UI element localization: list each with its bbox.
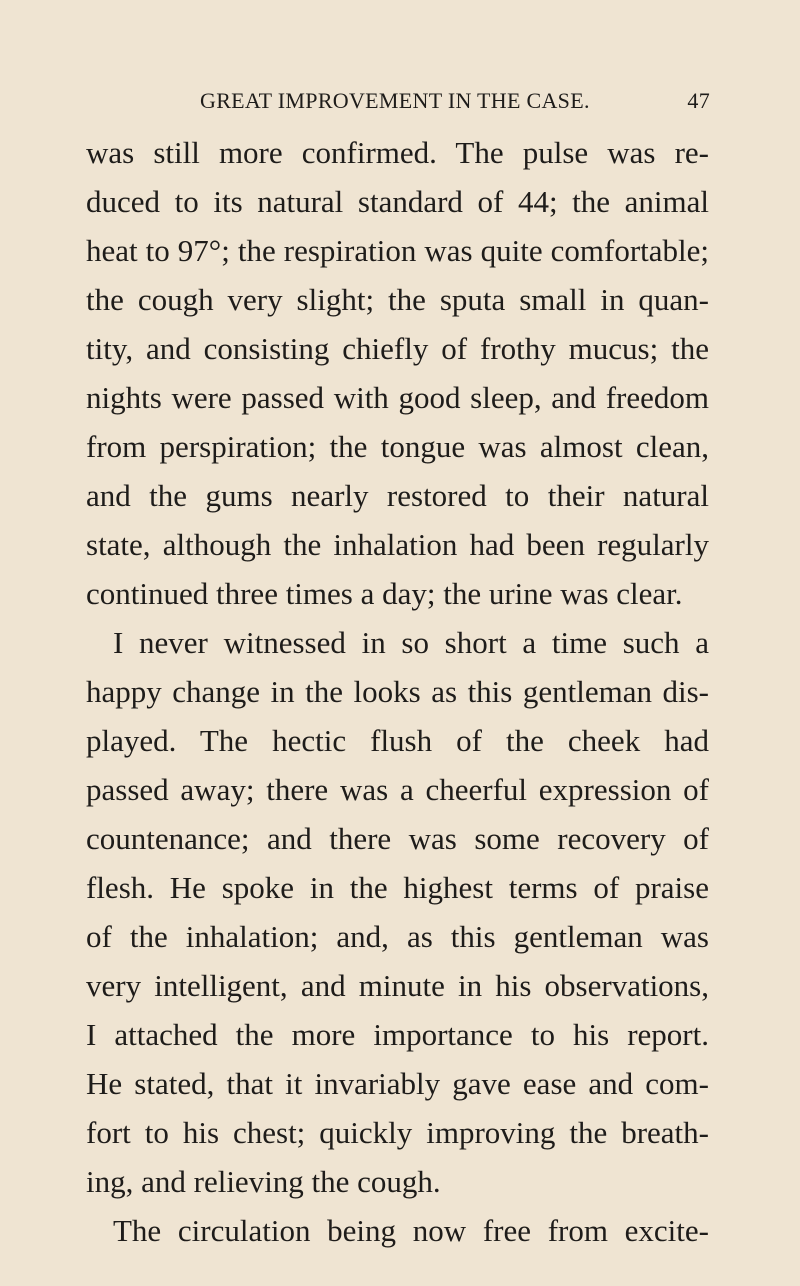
text-line: He stated, that it invariably gave ease and com- xyxy=(86,1066,709,1101)
text-line: The circulation being now free from excite- xyxy=(113,1213,709,1248)
text-line: I attached the more importance to his report. xyxy=(86,1017,709,1052)
running-title: GREAT IMPROVEMENT IN THE CASE. xyxy=(200,88,590,113)
text-line: heat to 97°; the respiration was quite comfortable; xyxy=(86,233,709,268)
text-line: duced to its natural standard of 44; the animal xyxy=(86,184,709,219)
text-line: passed away; there was a cheerful expression of xyxy=(86,772,709,807)
text-line: was still more confirmed. The pulse was re- xyxy=(86,135,709,170)
text-line: the cough very slight; the sputa small in quan- xyxy=(86,282,709,317)
text-line: continued three times a day; the urine was clear. xyxy=(86,576,683,611)
text-line: and the gums nearly restored to their natural xyxy=(86,478,709,513)
body-text xyxy=(86,128,709,1255)
text-line: I never witnessed in so short a time such a xyxy=(113,625,709,660)
text-line: nights were passed with good sleep, and freedom xyxy=(86,380,709,415)
text-line: fort to his chest; quickly improving the breath- xyxy=(86,1115,709,1150)
text-line: of the inhalation; and, as this gentleman was xyxy=(86,919,709,954)
text-line: tity, and consisting chiefly of frothy mucus; the xyxy=(86,331,709,366)
text-line: very intelligent, and minute in his observations, xyxy=(86,968,709,1003)
text-line: countenance; and there was some recovery of xyxy=(86,821,709,856)
text-line: flesh. He spoke in the highest terms of praise xyxy=(86,870,709,905)
running-header xyxy=(200,88,710,118)
text-line: happy change in the looks as this gentleman dis- xyxy=(86,674,709,709)
text-line: from perspiration; the tongue was almost clean, xyxy=(86,429,709,464)
text-line: state, although the inhalation had been regularly xyxy=(86,527,709,562)
text-line: ing, and relieving the cough. xyxy=(86,1164,441,1199)
page-number: 47 xyxy=(687,88,710,113)
text-line: played. The hectic flush of the cheek had xyxy=(86,723,709,758)
